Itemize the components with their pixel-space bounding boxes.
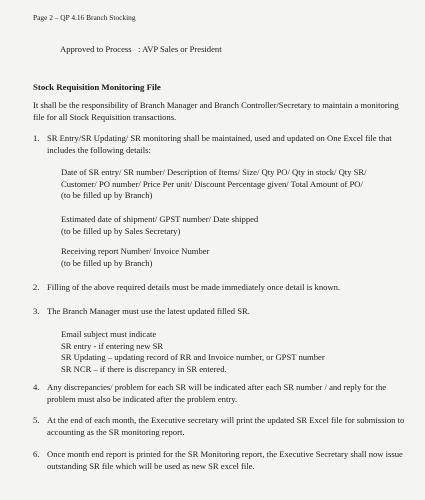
list-item-text: The Branch Manager must use the latest updated filled SR. [47, 306, 250, 316]
details-line: (to be filled up by Sales Secretary) [61, 225, 181, 236]
page-header: Page 2 – QP 4.16 Branch Stocking [33, 13, 136, 22]
list-item-number: 5. [33, 415, 40, 425]
details-line: Estimated date of shipment/ GPST number/ Date shipped [61, 214, 259, 224]
section-intro: It shall be the responsibility of Branch Manager and Branch Controller/Secretary to maintain a monitoring file for all Stock Requisition transactions. [33, 100, 399, 122]
list-item-number: 4. [33, 382, 40, 392]
email-subject-block [61, 329, 406, 375]
details-block-1 [61, 167, 406, 202]
details-line: Date of SR entry/ SR number/ Description of Items/ Size/ Qty PO/ Qty in stock/ Qty SR/ [61, 167, 367, 177]
details-block-3 [61, 246, 406, 269]
email-line: Email subject must indicate [61, 329, 157, 339]
details-line: Customer/ PO number/ Price Per unit/ Discount Percentage given/ Total Amount of PO/ [61, 178, 363, 189]
list-item-text: SR Entry/SR Updating/ SR monitoring shall be maintained, used and updated on One Excel file that includes the following details: [47, 133, 392, 155]
list-item-text: Filling of the above required details must be made immediately once detail is known. [47, 282, 341, 292]
list-item-number: 6. [33, 449, 40, 459]
details-line: (to be filled up by Branch) [61, 190, 153, 200]
section-title: Stock Requisition Monitoring File [33, 82, 161, 92]
email-line: SR Updating – updating record of RR and Invoice number, or GPST number [61, 352, 325, 362]
details-line: Receiving report Number/ Invoice Number [61, 246, 210, 256]
list-item-number: 3. [33, 306, 40, 316]
email-line: SR NCR – if there is discrepancy in SR entered. [61, 363, 227, 374]
details-line: (to be filled up by Branch) [61, 257, 153, 268]
approval-line: Approved to Process : AVP Sales or President [60, 44, 222, 54]
list-item-text: Once month end report is printed for the SR Monitoring report, the Executive Secretary shall now issue outstanding SR file which will be used as new SR excel file. [47, 449, 403, 471]
list-item-text: Any discrepancies/ problem for each SR will be indicated after each SR number / and reply for the problem must also be indicated after the problem entry. [47, 382, 387, 404]
details-block-2 [61, 214, 406, 237]
list-item-number: 2. [33, 282, 40, 292]
list-item-text: At the end of each month, the Executive secretary will print the updated SR Excel file for submission to accounting as the SR monitoring report. [47, 415, 405, 437]
list-item-number: 1. [33, 133, 40, 143]
email-line: SR entry - if entering new SR [61, 340, 164, 351]
